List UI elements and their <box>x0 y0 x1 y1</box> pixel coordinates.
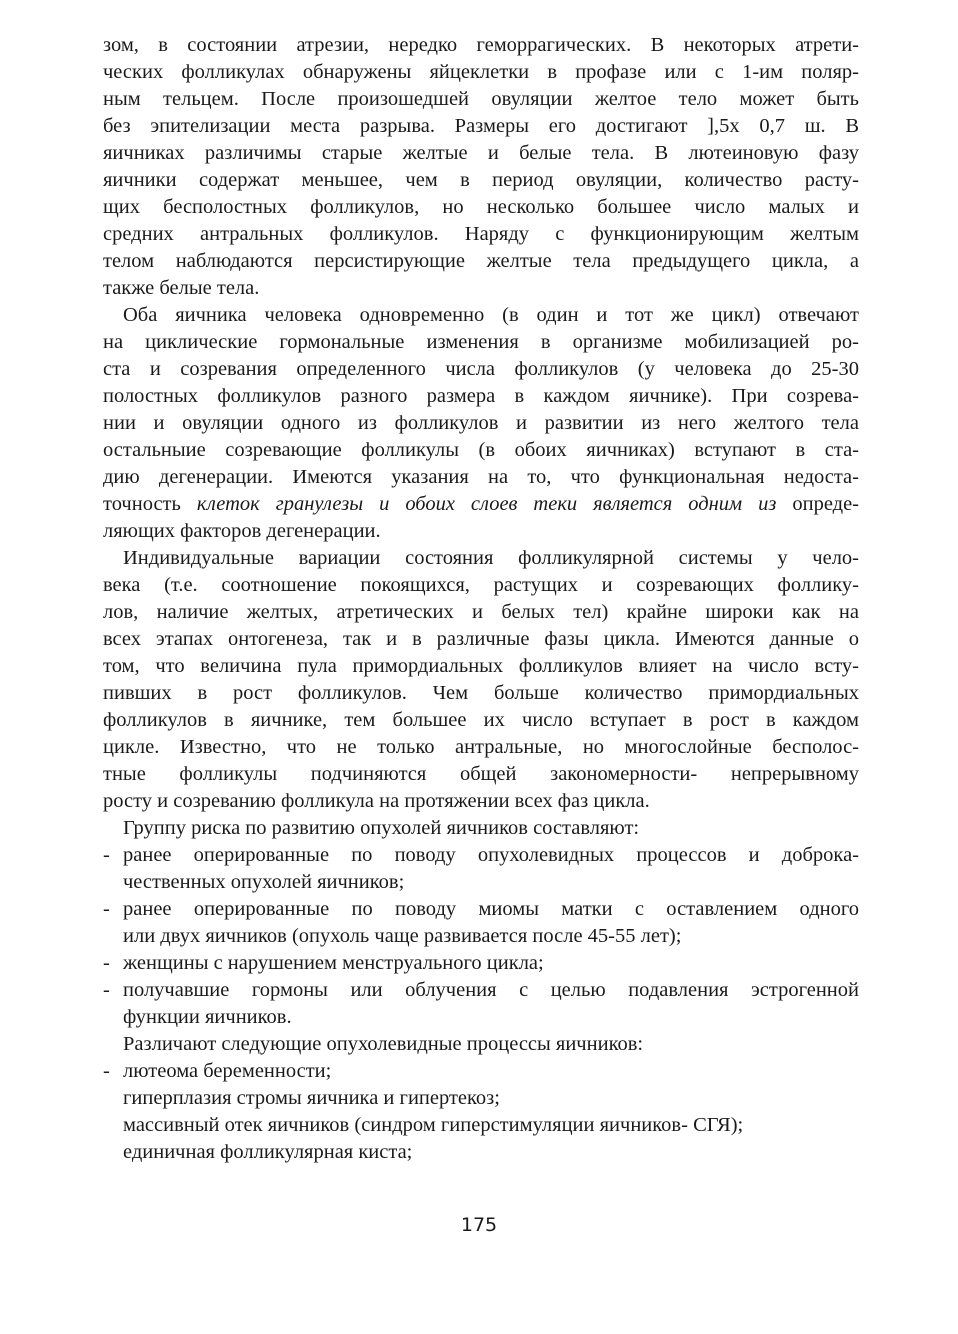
list-item-text: лютеома беременности; <box>123 1060 332 1082</box>
list-item-text: массивный отек яичников (синдром гиперстимуляции яичников- СГЯ); <box>123 1114 744 1136</box>
list-item-text: женщины с нарушением менструального цикла; <box>123 952 544 974</box>
text-line: Индивидуальные вариации состояния фолликулярной системы у чело- <box>123 547 859 569</box>
text-line: зом, в состоянии атрезии, нередко геморрагических. В некоторых атрети- <box>103 34 859 56</box>
text-line: росту и созреванию фолликула на протяжении всех фаз цикла. <box>103 790 650 812</box>
list-item <box>103 896 859 923</box>
text-line: также белые тела. <box>103 277 260 299</box>
text-line: щих бесполостных фолликулов, но несколько большее число малых и <box>103 196 859 218</box>
text-line: без эпителизации места разрыва. Размеры его достигают ],5х 0,7 ш. В <box>103 115 859 137</box>
text-line: всех этапах онтогенеза, так и в различные фазы цикла. Имеются данные о <box>103 628 859 650</box>
text-line-with-italic <box>103 491 859 518</box>
list-item-text: или двух яичников (опухоль чаще развивается после 45-55 лет); <box>123 925 682 947</box>
list-item-text: ранее оперированные по поводу опухолевидных процессов и доброка- <box>123 844 859 866</box>
italic-text: клеток гранулезы и обоих слоев теки является одним из <box>196 493 777 515</box>
text-line: ста и созревания определенного числа фолликулов (у человека до 25-30 <box>103 358 859 380</box>
paragraph-3 <box>103 545 859 815</box>
list-dash: - <box>103 898 110 920</box>
text-line: остальныие созревающие фолликулы (в обоих яичниках) вступают в ста- <box>103 439 859 461</box>
text-line: цикле. Известно, что не только антральные, но многослойные бесполос- <box>103 736 859 758</box>
text-line: полостных фолликулов разного размера в каждом яичнике). При созрева- <box>103 385 859 407</box>
text-line: дию дегенерации. Имеются указания на то, что функциональная недоста- <box>103 466 859 488</box>
list-item-text: гиперплазия стромы яичника и гипертекоз; <box>123 1087 500 1109</box>
text-line: Оба яичника человека одновременно (в один и тот же цикл) отвечают <box>123 304 859 326</box>
paragraph-2 <box>103 302 859 545</box>
list-item <box>103 1112 859 1139</box>
list-item-text: чественных опухолей яичников; <box>123 871 405 893</box>
text-fragment: опреде- <box>776 493 860 515</box>
risk-group-list <box>103 815 859 1031</box>
list-item <box>103 1085 859 1112</box>
text-line: средних антральных фолликулов. Наряду с функционирующим желтым <box>103 223 859 245</box>
text-line: ным тельцем. После произошедшей овуляции желтое тело может быть <box>103 88 859 110</box>
text-fragment: точность <box>103 493 197 515</box>
text-line: тные фолликулы подчиняются общей закономерности- непрерывному <box>103 763 859 785</box>
text-line: пивших в рост фолликулов. Чем больше количество примордиальных <box>103 682 859 704</box>
list-dash: - <box>103 952 110 974</box>
text-line: фолликулов в яичнике, тем большее их число вступает в рост в каждом <box>103 709 859 731</box>
text-line: ческих фолликулах обнаружены яйцеклетки в профазе или с 1-им поляр- <box>103 61 859 83</box>
list-item-text: получавшие гормоны или облучения с целью подавления эстрогенной <box>123 979 859 1001</box>
text-line: ляющих факторов дегенерации. <box>103 520 381 542</box>
list-item <box>103 977 859 1004</box>
list-item-text: функции яичников. <box>123 1006 292 1028</box>
list-intro: Группу риска по развитию опухолей яичников составляют: <box>123 817 640 839</box>
list-item-text: единичная фолликулярная киста; <box>123 1141 413 1163</box>
list-item-continuation <box>103 869 859 896</box>
text-line: века (т.е. соотношение покоящихся, растущих и созревающих фоллику- <box>103 574 859 596</box>
paragraph-1 <box>103 32 859 302</box>
list-item <box>103 1058 859 1085</box>
list-item-continuation <box>103 1004 859 1031</box>
page-number: 175 <box>460 1214 498 1236</box>
list-item-text: ранее оперированные по поводу миомы матки с оставлением одного <box>123 898 859 920</box>
text-line: яичники содержат меньшее, чем в период овуляции, количество расту- <box>103 169 859 191</box>
text-line: яичниках различимы старые желтые и белые тела. В лютеиновую фазу <box>103 142 859 164</box>
list-item <box>103 950 859 977</box>
list-item <box>103 1139 859 1166</box>
list-intro: Различают следующие опухолевидные процессы яичников: <box>123 1033 644 1055</box>
list-dash: - <box>103 1060 110 1082</box>
list-dash: - <box>103 979 110 1001</box>
text-line: том, что величина пула примордиальных фолликулов влияет на число всту- <box>103 655 859 677</box>
list-item-continuation <box>103 923 859 950</box>
page-body <box>103 32 859 1166</box>
list-item <box>103 842 859 869</box>
text-line: нии и овуляции одного из фолликулов и развитии из него желтого тела <box>103 412 859 434</box>
list-dash: - <box>103 844 110 866</box>
text-line: телом наблюдаются персистирующие желтые тела предыдущего цикла, а <box>103 250 859 272</box>
tumor-processes-list <box>103 1031 859 1166</box>
text-line: лов, наличие желтых, атретических и белых тел) крайне широки как на <box>103 601 859 623</box>
text-line: на циклические гормональные изменения в организме мобилизацией ро- <box>103 331 859 353</box>
